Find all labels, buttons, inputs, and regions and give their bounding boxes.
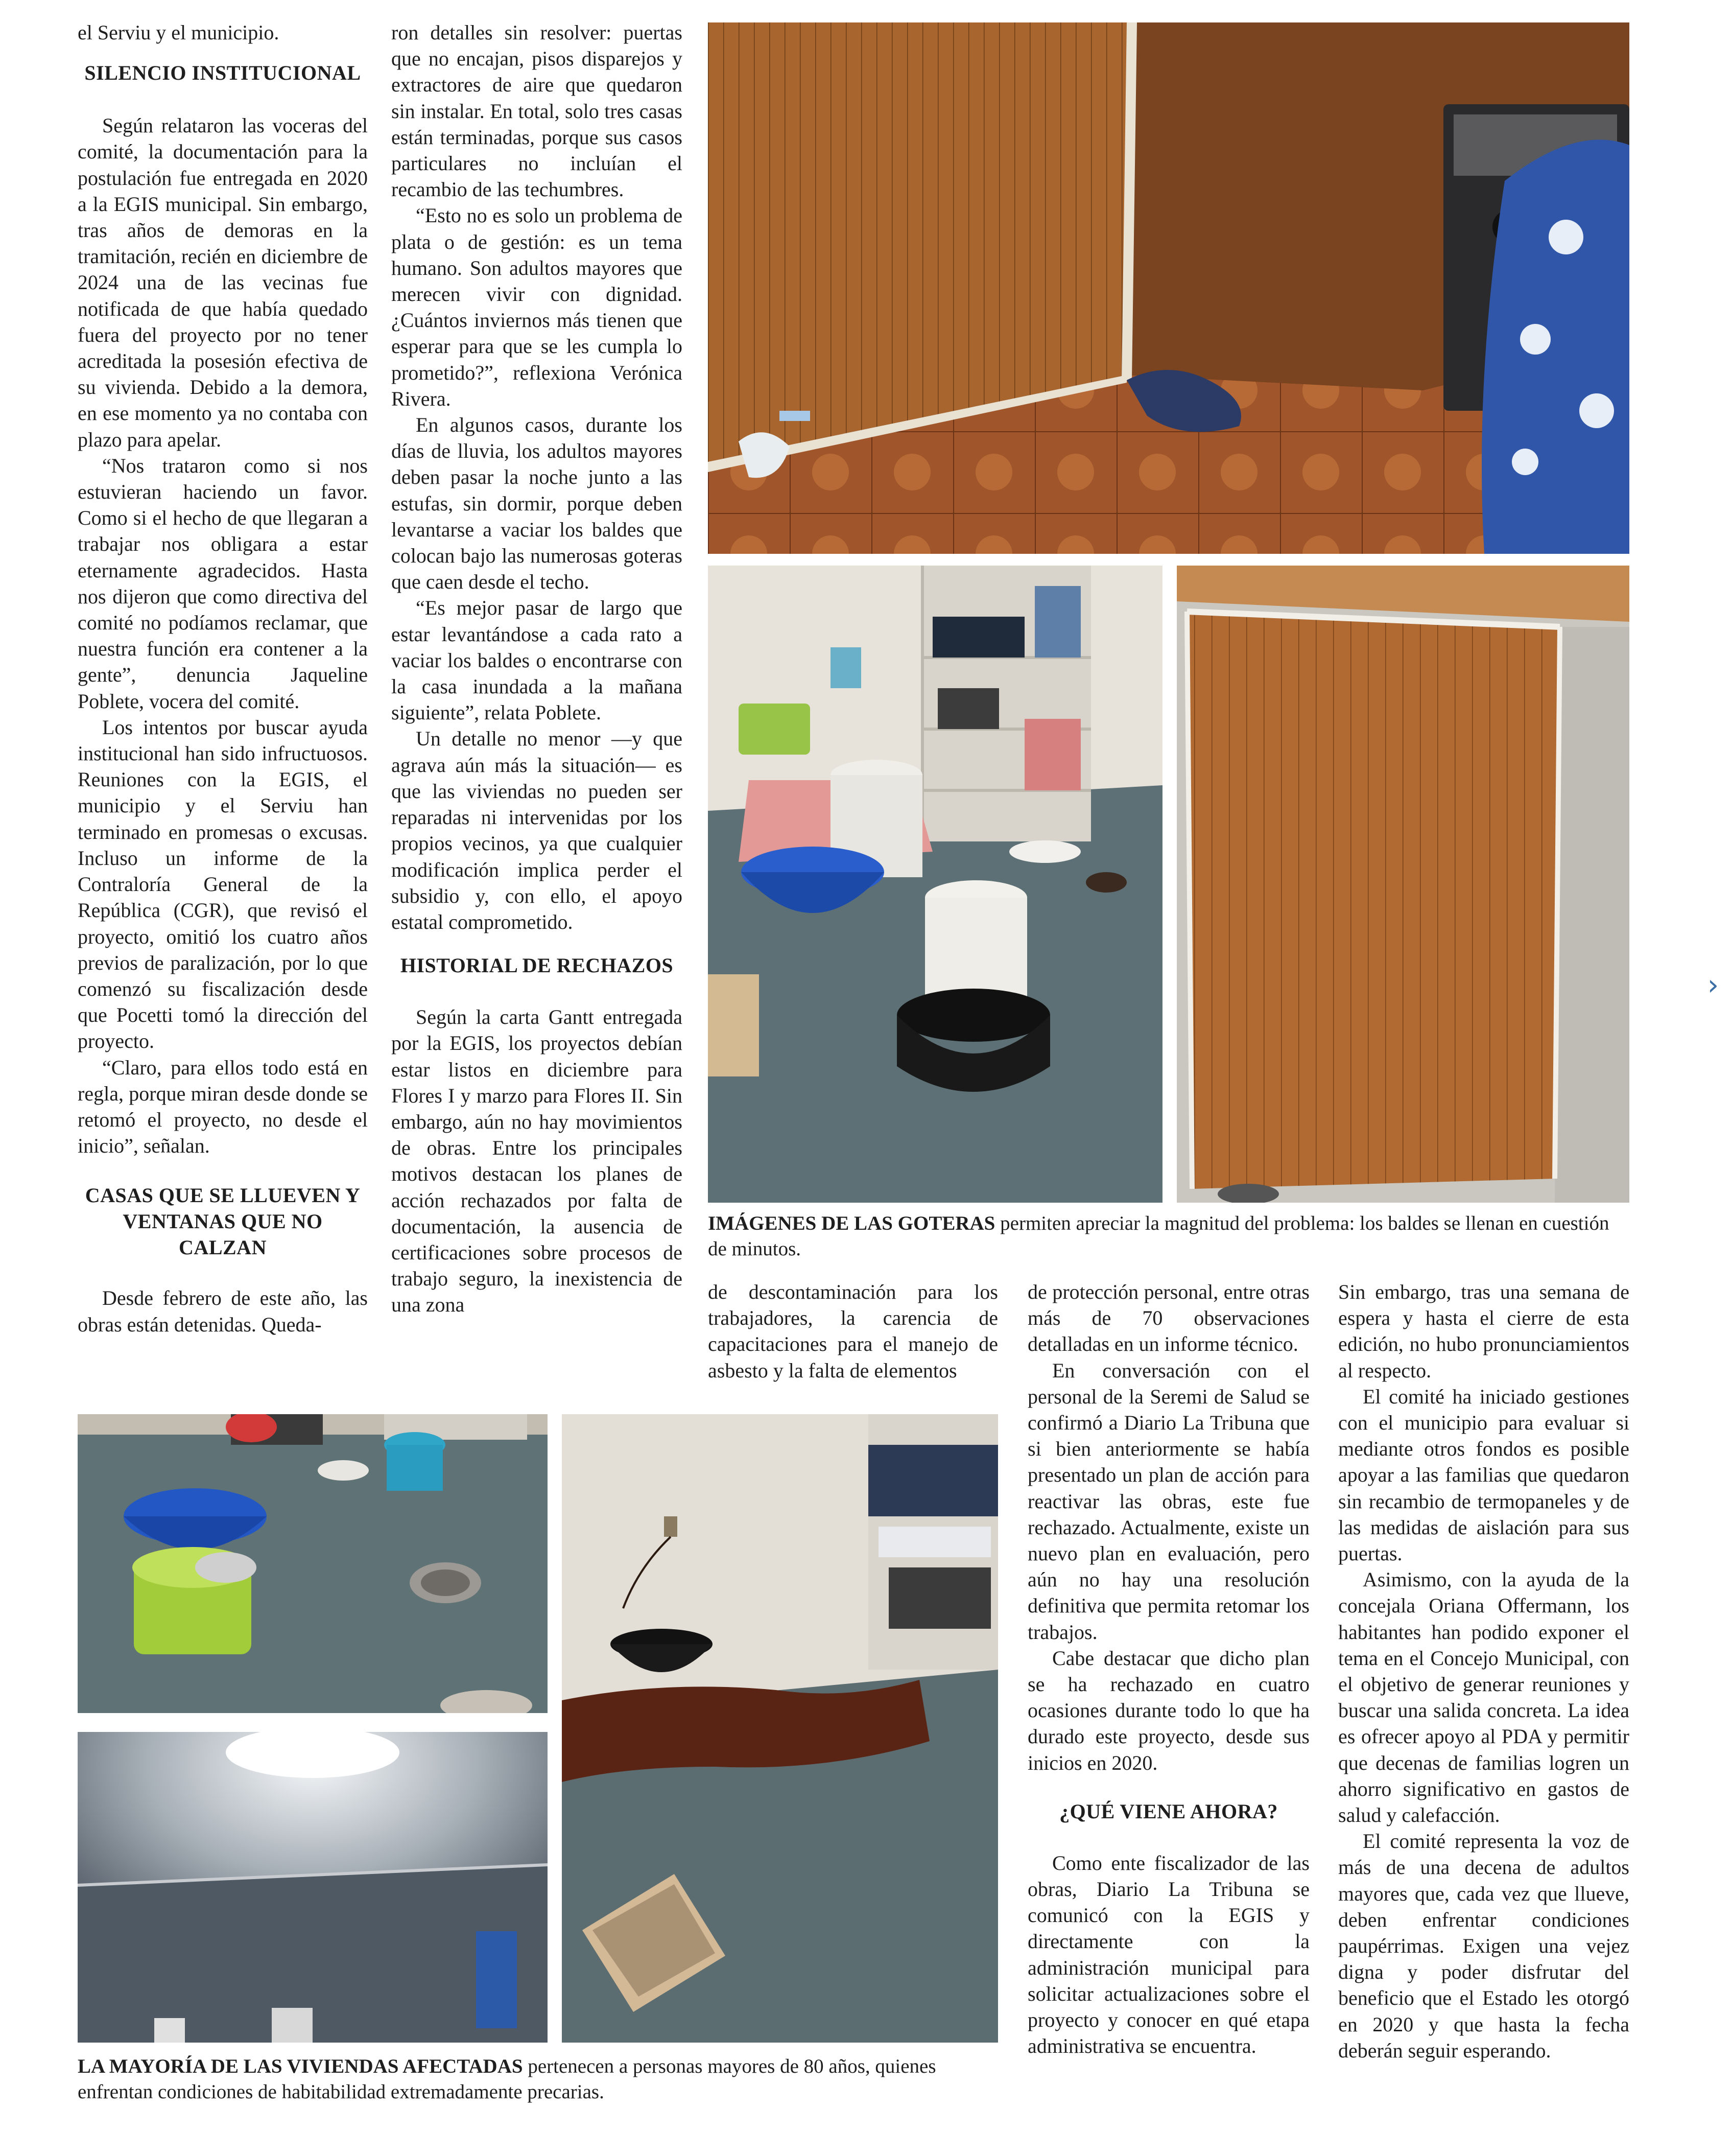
- caption-goteras: [708, 1211, 1629, 1262]
- paragraph: Desde febrero de este año, las obras están detenidas. Queda-: [78, 1286, 368, 1336]
- paragraph: Sin embargo, tras una semana de espera y hasta el cierre de esta edición, no hubo pronunciamientos al respecto.: [1338, 1280, 1629, 1382]
- paragraph: Según la carta Gantt entregada por la EGIS, los proyectos debían estar listos en diciembre para Flores I y marzo para Flores II. Sin embargo, aún no hay movimientos de obras. Entre los principales motivos destacan los planes de acción rechazados por falta de documentación, la ausencia de certificaciones sobre procesos de trabajo seguro, la inexistencia de una zona: [391, 1005, 682, 1317]
- column-2: [391, 19, 682, 1318]
- column-4: [1028, 1279, 1310, 2059]
- paragraph: “Claro, para ellos todo está en regla, porque miran desde donde se retomó el proyecto, no desde el inicio”, señalan.: [78, 1056, 368, 1158]
- photo-wood-corner-stove: [708, 22, 1629, 554]
- paragraph: el Serviu y el municipio.: [78, 21, 279, 44]
- paragraph: de descontaminación para los trabajadores, la carencia de capacitaciones para el manejo de asbesto y la falta de elementos: [708, 1280, 998, 1382]
- caption-bold: IMÁGENES DE LAS GOTERAS: [708, 1212, 995, 1234]
- column-1: [78, 19, 368, 1338]
- paragraph: En algunos casos, durante los días de lluvia, los adultos mayores deben pasar la noche junto a las estufas, sin dormir, porque deben levantarse a vaciar los baldes que colocan bajo las numerosas goteras que caen desde el techo.: [391, 413, 682, 594]
- paragraph: Asimismo, con la ayuda de la concejala Oriana Offermann, los habitantes han podido exponer el tema en el Concejo Municipal, con el objetivo de generar reuniones y buscar una salida concreta. La idea es ofrecer apoyo al PDA y permitir que decenas de familias logren un ahorro significativo en gastos de salud y calefacción.: [1338, 1568, 1629, 1827]
- column-3: [708, 1279, 998, 1384]
- paragraph: Como ente fiscalizador de las obras, Diario La Tribuna se comunicó con la EGIS y directamente con la administración municipal para solicitar actualizaciones sobre el proyecto y conocer en qué etapa administrativa se encuentra.: [1028, 1851, 1310, 2058]
- paragraph: “Esto no es solo un problema de plata o de gestión: es un tema humano. Son adultos mayores que merecen vivir con dignidad. ¿Cuántos inviernos más tienen que esperar para que se les cumpla lo prometido?”, reflexiona Verónica Rivera.: [391, 204, 682, 410]
- paragraph: ron detalles sin resolver: puertas que no encajan, pisos disparejos y extractores de aire que quedaron sin instalar. En total, solo tres casas están terminadas, porque sus casos particulares no incluían el recambio de las techumbres.: [391, 21, 682, 201]
- photo-ceiling-light: [78, 1732, 548, 2043]
- paragraph: El comité representa la voz de más de una decena de adultos mayores que, cada vez que llueve, deben enfrentar condiciones paupérrimas. Exigen una vejez digna y poder disfrutar del beneficio que el Estado les otorgó en 2020 y que hasta la fecha deberán seguir esperando.: [1338, 1830, 1629, 2062]
- photo-floor-buckets: [78, 1414, 548, 1713]
- paragraph: Un detalle no menor —y que agrava aún más la situación— es que las viviendas no pueden ser reparadas ni intervenidas por los propios vecinos, ya que cualquier modificación implica perder el subsidio y, con ello, el apoyo estatal comprometido.: [391, 727, 682, 933]
- photo-wood-wall: [1177, 566, 1629, 1203]
- section-heading-historial: HISTORIAL DE RECHAZOS: [400, 954, 674, 977]
- paragraph: Cabe destacar que dicho plan se ha rechazado en cuatro ocasiones durante todo lo que ha durado este proyecto, desde sus inicios en 2020.: [1028, 1646, 1310, 1774]
- section-heading-casas: CASAS QUE SE LLUEVEN Y VENTANAS QUE NO CALZAN: [85, 1184, 361, 1259]
- paragraph: Los intentos por buscar ayuda institucional han sido infructuosos. Reuniones con la EGIS, el municipio y el Serviu han terminado en promesas o excusas. Incluso un informe de la Contraloría General de la República (CGR), que revisó el proyecto, omitió los cuatro años previos de paralización, por lo que comenzó su fiscalización desde que Pocetti tomó la dirección del proyecto.: [78, 715, 368, 1053]
- caption-text: pertenecen a personas mayores de 80 años, quienes enfrentan condiciones de habitabilidad extremadamente precarias.: [78, 2055, 936, 2103]
- paragraph: “Nos trataron como si nos estuvieran haciendo un favor. Como si el hecho de que llegaran a trabajar nos obligara a estar eternamente agradecidos. Hasta nos dijeron que como directiva del comité no podíamos reclamar, que nuestra función era contener a la gente”, denuncia Jaqueline Poblete, vocera del comité.: [78, 454, 368, 713]
- column-5: [1338, 1279, 1629, 2064]
- paragraph: En conversación con el personal de la Seremi de Salud se confirmó a Diario La Tribuna que si bien anteriormente se había presentado un plan de acción para reactivar las obras, este fue rechazado. Actualmente, existe un nuevo plan en evaluación, pero aún no hay una resolución definitiva que permita retomar los trabajos.: [1028, 1358, 1310, 1644]
- photo-room-buckets: [708, 566, 1162, 1203]
- caption-text: permiten apreciar la magnitud del problema: los baldes se llenan en cuestión de minutos.: [708, 1212, 1609, 1260]
- caption-viviendas: [78, 2054, 998, 2105]
- paragraph: “Es mejor pasar de largo que estar levantándose a cada rato a vaciar los baldes o encontrarse con la casa inundada a la mañana siguiente”, relata Poblete.: [391, 596, 682, 724]
- section-heading-silencio: SILENCIO INSTITUCIONAL: [84, 61, 361, 85]
- caption-bold: LA MAYORÍA DE LAS VIVIENDAS AFECTADAS: [78, 2055, 523, 2077]
- photo-stained-floor: [562, 1414, 998, 2043]
- chevron-right-icon[interactable]: ›: [1707, 969, 1719, 1002]
- paragraph: de protección personal, entre otras más de 70 observaciones detalladas en un informe técnico.: [1028, 1280, 1310, 1356]
- section-heading-que-viene: ¿QUÉ VIENE AHORA?: [1059, 1799, 1278, 1823]
- paragraph: El comité ha iniciado gestiones con el municipio para evaluar si mediante otros fondos es posible apoyar a las familias que quedaron sin recambio de termopaneles y de las medidas de aislación para sus puertas.: [1338, 1385, 1629, 1565]
- paragraph: Según relataron las voceras del comité, la documentación para la postulación fue entregada en 2020 a la EGIS municipal. Sin embargo, tras años de demoras en la tramitación, recién en diciembre de 2024 una de las vecinas fue notificada de que había quedado fuera del proyecto por no tener acreditada la posesión efectiva de su vivienda. Debido a la demora, en ese momento ya no contaba con plazo para apelar.: [78, 114, 368, 451]
